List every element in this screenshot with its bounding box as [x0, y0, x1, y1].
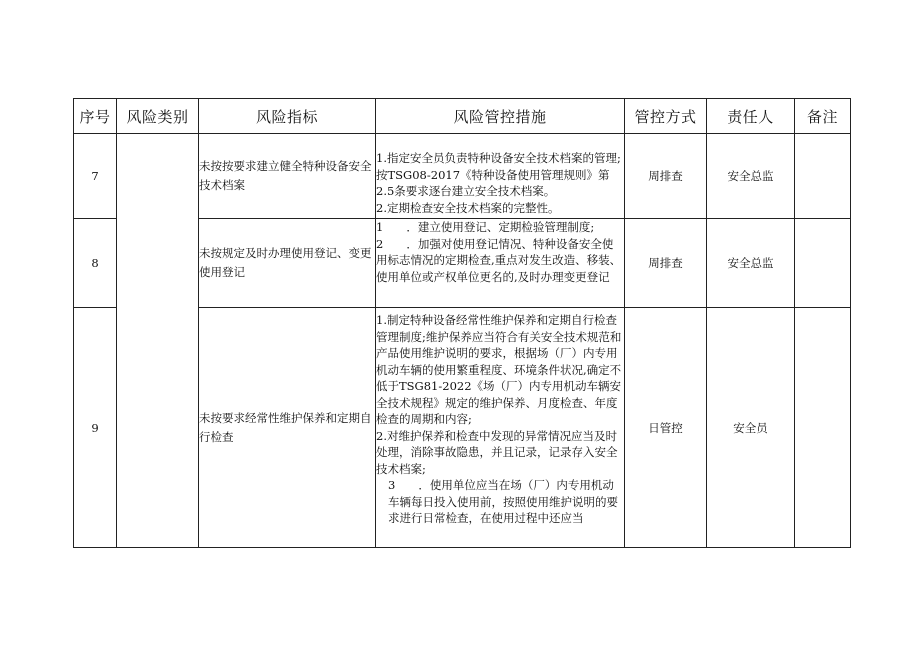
- row-method: 日管控: [625, 308, 707, 548]
- header-owner: 责任人: [707, 99, 795, 134]
- row-remark: [795, 134, 851, 219]
- row-no: 7: [74, 134, 117, 219]
- measure-item: 2.定期检查安全技术档案的完整性。: [376, 200, 560, 215]
- table-row: [74, 134, 851, 219]
- row-no: 9: [74, 308, 117, 548]
- measure-item: 2 ．加强对使用登记情况、特种设备安全使用标志情况的定期检查,重点对发生改造、移装、使用单位或产权单位更名的,及时办理变更登记: [376, 236, 622, 284]
- header-method: 管控方式: [625, 99, 707, 134]
- row-method: 周排查: [625, 219, 707, 308]
- header-indicator: 风险指标: [199, 99, 376, 134]
- risk-control-table: [73, 98, 851, 548]
- measure-item: 3 ．使用单位应当在场（厂）内专用机动车辆每日投入使用前，按照使用维护说明的要求进行日常检查，在使用过程中还应当: [388, 478, 618, 525]
- risk-table-container: [73, 98, 851, 548]
- row-indicator: 未按按要求建立健全特种设备安全技术档案: [199, 134, 376, 219]
- measure-item: 1 ．建立使用登记、定期检验管理制度;: [376, 220, 595, 234]
- measure-item: 1.指定安全员负责特种设备安全技术档案的管理;按TSG08-2017《特种设备使用管理规则》第2.5条要求逐台建立安全技术档案。: [376, 151, 621, 198]
- measure-item: 1.制定特种设备经常性维护保养和定期自行检查管理制度;维护保养应当符合有关安全技术规范和产品使用维护说明的要求，根据场（厂）内专用机动车辆的使用繁重程度、环境条件状况,确定不低于TSG81-2022《场（厂）内专用机动车辆安全技术规程》规定的维护保养、月度检查、年度检查的周期和内容;: [376, 313, 622, 426]
- row-method: 周排查: [625, 134, 707, 219]
- row-remark: [795, 308, 851, 548]
- row-measures: [376, 308, 625, 548]
- header-no: 序号: [74, 99, 117, 134]
- measure-item: 2.对维护保养和检查中发现的异常情况应当及时处理，消除事故隐患，并且记录，记录存入安全技术档案;: [376, 428, 618, 476]
- row-measures: [376, 219, 625, 308]
- header-category: 风险类别: [117, 99, 199, 134]
- table-header-row: [74, 99, 851, 134]
- row-indicator: 未按规定及时办理使用登记、变更使用登记: [199, 219, 376, 308]
- row-category: [117, 134, 199, 548]
- row-remark: [795, 219, 851, 308]
- row-measures: [376, 134, 625, 219]
- row-owner: 安全员: [707, 308, 795, 548]
- row-owner: 安全总监: [707, 219, 795, 308]
- header-remark: 备注: [795, 99, 851, 134]
- row-indicator: 未按要求经常性维护保养和定期自行检查: [199, 308, 376, 548]
- row-owner: 安全总监: [707, 134, 795, 219]
- header-measures: 风险管控措施: [376, 99, 625, 134]
- row-no: 8: [74, 219, 117, 308]
